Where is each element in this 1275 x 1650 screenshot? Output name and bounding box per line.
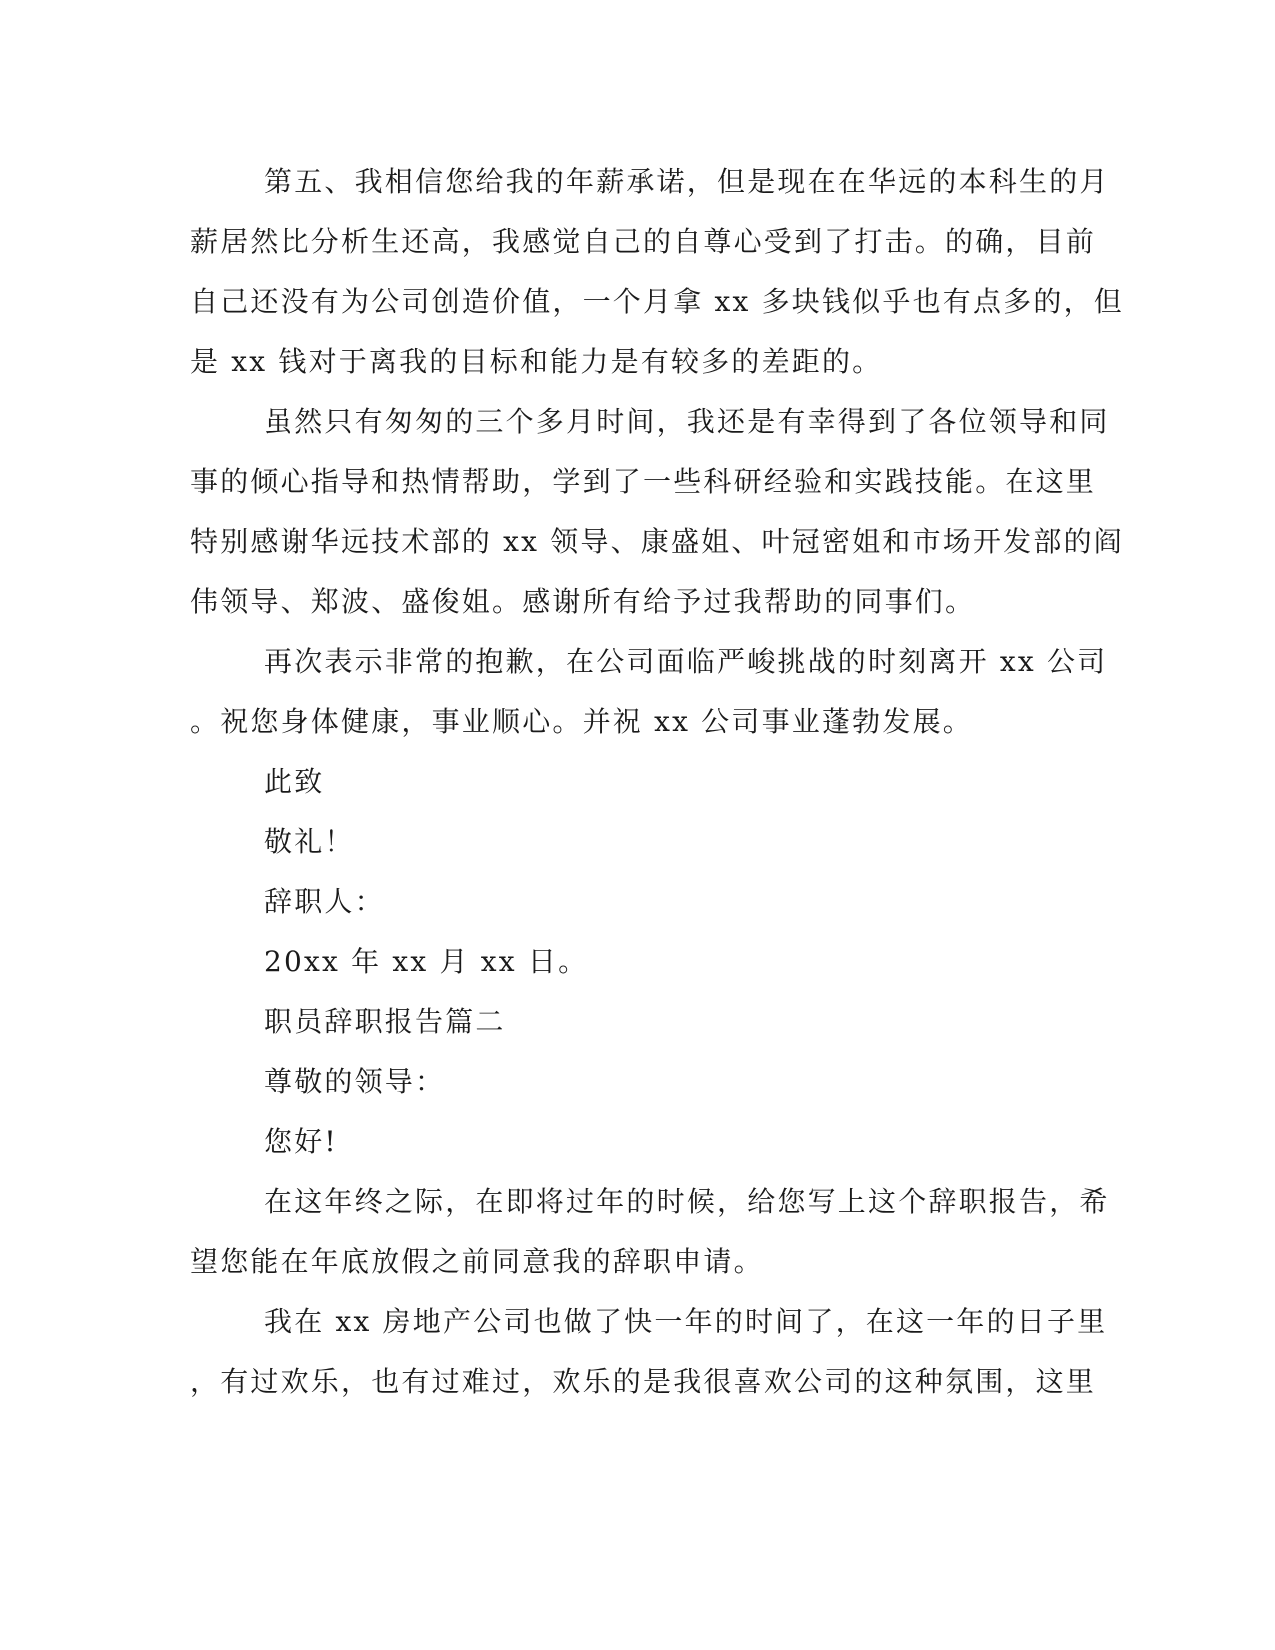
paragraph-line: 我在 xx 房地产公司也做了快一年的时间了，在这一年的日子里 bbox=[264, 1305, 1108, 1338]
paragraph-line: 。祝您身体健康，事业顺心。并祝 xx 公司事业蓬勃发展。 bbox=[190, 705, 973, 738]
letter-salutation: 尊敬的领导： bbox=[264, 1065, 446, 1098]
paragraph-line: 特别感谢华远技术部的 xx 领导、康盛姐、叶冠密姐和市场开发部的阎 bbox=[190, 525, 1124, 558]
paragraph-line: 再次表示非常的抱歉，在公司面临严峻挑战的时刻离开 xx 公司 bbox=[264, 645, 1108, 678]
paragraph-line: 在这年终之际，在即将过年的时候，给您写上这个辞职报告，希 bbox=[264, 1185, 1110, 1218]
paragraph-line: ，有过欢乐，也有过难过，欢乐的是我很喜欢公司的这种氛围，这里 bbox=[190, 1365, 1097, 1398]
signature-label: 辞职人： bbox=[264, 885, 385, 918]
section-title: 职员辞职报告篇二 bbox=[264, 1005, 506, 1038]
closing-salutation: 此致 bbox=[264, 765, 325, 798]
closing-regards: 敬礼！ bbox=[264, 825, 355, 858]
paragraph-line: 自己还没有为公司创造价值，一个月拿 xx 多块钱似乎也有点多的，但 bbox=[190, 285, 1124, 318]
paragraph-line: 虽然只有匆匆的三个多月时间，我还是有幸得到了各位领导和同 bbox=[264, 405, 1110, 438]
greeting: 您好! bbox=[264, 1125, 338, 1158]
paragraph-line: 第五、我相信您给我的年薪承诺，但是现在在华远的本科生的月 bbox=[264, 165, 1110, 198]
paragraph-line: 薪居然比分析生还高，我感觉自己的自尊心受到了打击。的确，目前 bbox=[190, 225, 1097, 258]
paragraph-line: 事的倾心指导和热情帮助，学到了一些科研经验和实践技能。在这里 bbox=[190, 465, 1097, 498]
paragraph-line: 望您能在年底放假之前同意我的辞职申请。 bbox=[190, 1245, 764, 1278]
date-line: 20xx 年 xx 月 xx 日。 bbox=[264, 945, 589, 978]
paragraph-line: 伟领导、郑波、盛俊姐。感谢所有给予过我帮助的同事们。 bbox=[190, 585, 976, 618]
paragraph-line: 是 xx 钱对于离我的目标和能力是有较多的差距的。 bbox=[190, 345, 883, 378]
